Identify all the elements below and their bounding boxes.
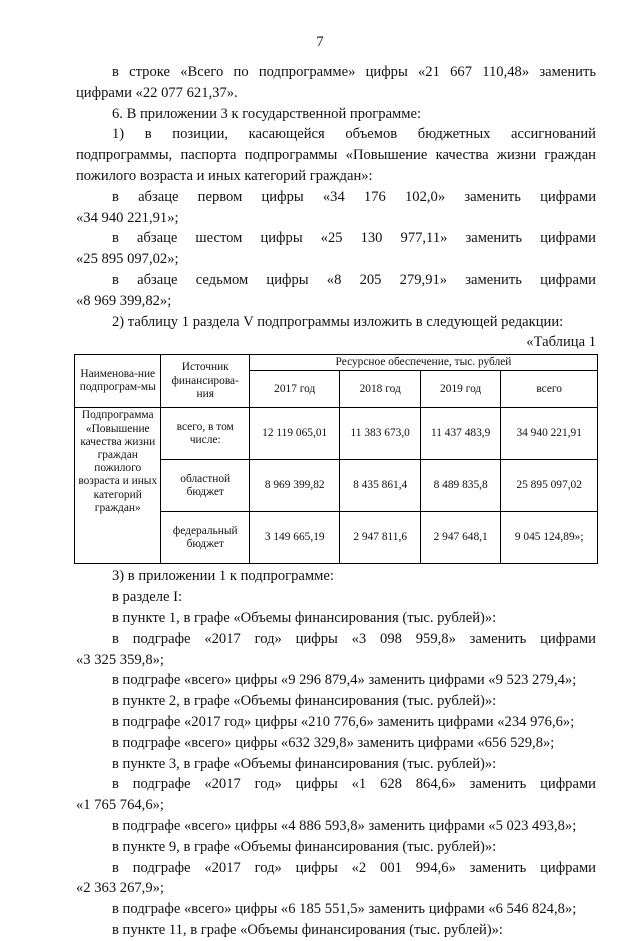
paragraph-line: «34 940 221,91»; xyxy=(76,209,179,226)
header-2018: 2018 год xyxy=(340,371,420,408)
value-cell: 9 045 124,89»; xyxy=(501,512,598,564)
paragraph-line: в разделе I: xyxy=(112,589,183,606)
resource-table xyxy=(74,354,598,564)
header-resource: Ресурсное обеспечение, тыс. рублей xyxy=(249,355,597,371)
paragraph-line: в абзаце первом цифры «34 176 102,0» заменить цифрами xyxy=(112,188,596,205)
subprogram-name-cell: Подпрограмма «Повышение качества жизни граждан пожилого возраста и иных категорий граждан» xyxy=(75,408,161,564)
header-name: Наименова-ние подпрограм-мы xyxy=(75,355,161,408)
paragraph-line: 6. В приложении 3 к государственной программе: xyxy=(112,105,422,122)
paragraph-line: «2 363 267,9»; xyxy=(76,880,164,897)
header-source: Источник финансирова-ния xyxy=(161,355,249,408)
table-header-row xyxy=(75,355,598,371)
paragraph-line: в подграфе «2017 год» цифры «1 628 864,6» заменить цифрами xyxy=(112,776,596,793)
paragraph-line: в подграфе «всего» цифры «4 886 593,8» заменить цифрами «5 023 493,8»; xyxy=(112,817,577,834)
value-cell: 12 119 065,01 xyxy=(249,408,340,460)
value-cell: 3 149 665,19 xyxy=(249,512,340,564)
page-number: 7 xyxy=(316,34,324,50)
paragraph-line: «1 765 764,6»; xyxy=(76,797,164,814)
paragraph-line: в пункте 1, в графе «Объемы финансирования (тыс. рублей)»: xyxy=(112,609,497,626)
paragraph-line: в подграфе «всего» цифры «6 185 551,5» заменить цифрами «6 546 824,8»; xyxy=(112,901,577,918)
header-total: всего xyxy=(501,371,598,408)
paragraph-line: «25 895 097,02»; xyxy=(76,251,179,268)
paragraph-line: 3) в приложении 1 к подпрограмме: xyxy=(112,568,334,585)
paragraph-line: в подграфе «всего» цифры «9 296 879,4» заменить цифрами «9 523 279,4»; xyxy=(112,672,577,689)
document-body xyxy=(76,62,596,941)
source-cell: всего, в том числе: xyxy=(161,408,249,460)
paragraph-line: подпрограммы, паспорта подпрограммы «Повышение качества жизни граждан xyxy=(76,147,596,164)
paragraph-line: в пункте 3, в графе «Объемы финансирования (тыс. рублей)»: xyxy=(112,755,497,772)
value-cell: 8 489 835,8 xyxy=(420,460,500,512)
paragraph-line: в подграфе «всего» цифры «632 329,8» заменить цифрами «656 529,8»; xyxy=(112,734,555,751)
header-2017: 2017 год xyxy=(249,371,340,408)
paragraph-line: цифрами «22 077 621,37». xyxy=(76,84,238,101)
paragraph-line: 2) таблицу 1 раздела V подпрограммы изложить в следующей редакции: xyxy=(112,313,564,330)
value-cell: 8 969 399,82 xyxy=(249,460,340,512)
paragraph-line: в подграфе «2017 год» цифры «3 098 959,8» заменить цифрами xyxy=(112,630,596,647)
paragraph-line: в пункте 2, в графе «Объемы финансирования (тыс. рублей)»: xyxy=(112,693,497,710)
paragraph-line: в абзаце шестом цифры «25 130 977,11» заменить цифрами xyxy=(112,230,596,247)
source-cell: областной бюджет xyxy=(161,460,249,512)
value-cell: 11 383 673,0 xyxy=(340,408,420,460)
paragraph-line: в пункте 11, в графе «Объемы финансирования (тыс. рублей)»: xyxy=(112,921,503,938)
paragraph-line: в абзаце седьмом цифры «8 205 279,91» заменить цифрами xyxy=(112,271,596,288)
paragraph-line: «8 969 399,82»; xyxy=(76,292,172,309)
table-row xyxy=(75,408,598,460)
value-cell: 25 895 097,02 xyxy=(501,460,598,512)
paragraph-line: 1) в позиции, касающейся объемов бюджетных ассигнований xyxy=(112,126,596,143)
paragraph-line: в строке «Всего по подпрограмме» цифры «21 667 110,48» заменить xyxy=(112,64,596,80)
paragraph-line: пожилого возраста и иных категорий граждан»: xyxy=(76,167,373,184)
value-cell: 2 947 648,1 xyxy=(420,512,500,564)
paragraph-line: в подграфе «2017 год» цифры «210 776,6» заменить цифрами «234 976,6»; xyxy=(112,713,575,730)
header-2019: 2019 год xyxy=(420,371,500,408)
value-cell: 8 435 861,4 xyxy=(340,460,420,512)
value-cell: 34 940 221,91 xyxy=(501,408,598,460)
paragraph-line: «3 325 359,8»; xyxy=(76,651,164,668)
value-cell: 2 947 811,6 xyxy=(340,512,420,564)
value-cell: 11 437 483,9 xyxy=(420,408,500,460)
table-caption: «Таблица 1 xyxy=(526,334,596,351)
source-cell: федеральный бюджет xyxy=(161,512,249,564)
paragraph-line: в пункте 9, в графе «Объемы финансирования (тыс. рублей)»: xyxy=(112,838,497,855)
paragraph-line: в подграфе «2017 год» цифры «2 001 994,6» заменить цифрами xyxy=(112,859,596,876)
